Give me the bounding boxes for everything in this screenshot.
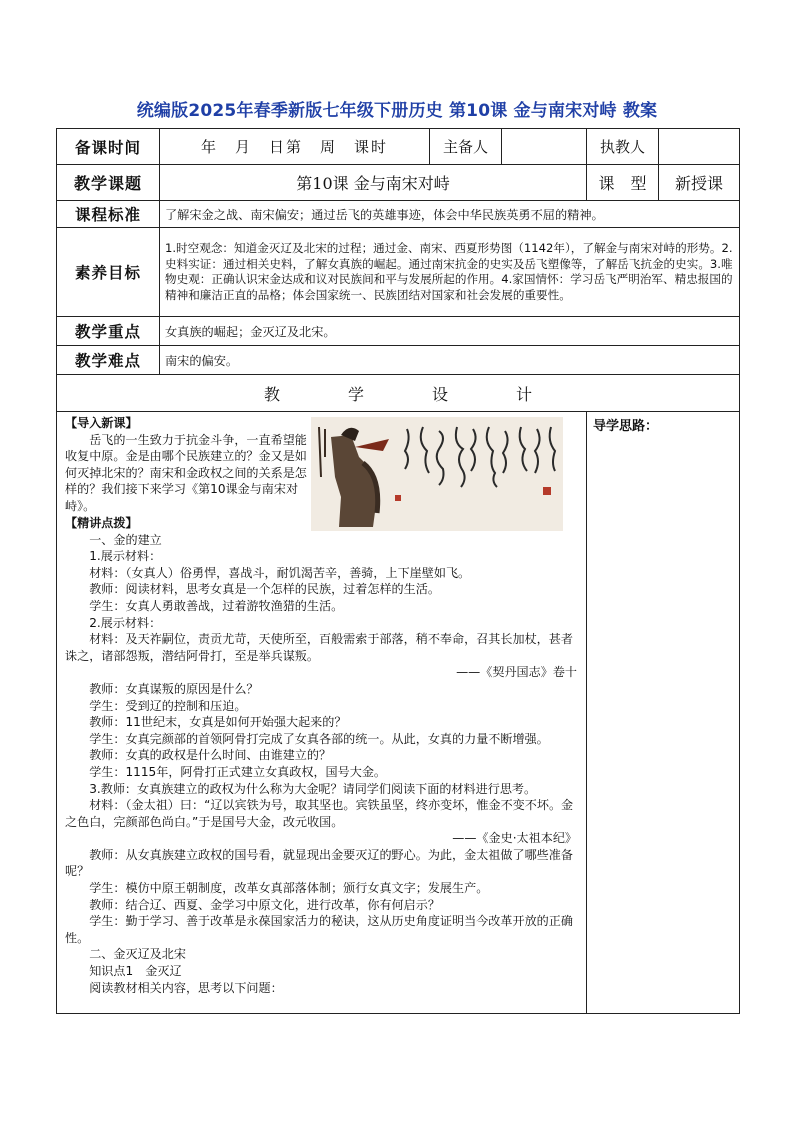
document-title: 统编版2025年春季新版七年级下册历史 第10课 金与南宋对峙 教案	[136, 101, 658, 121]
guide-column	[587, 412, 740, 1014]
material-2-text: 材料：及天祚嗣位，责贡尤苛，天使所至，百般需索于部落，稍不奉命，召其长加杖，甚者诛之，诸部怨叛，潜结阿骨打，至是举兵谋叛。	[65, 632, 573, 663]
difficulty-label: 教学难点	[57, 346, 160, 375]
literacy-label: 素养目标	[57, 228, 160, 317]
intro-heading: 【导入新课】	[65, 416, 138, 430]
row-teaching-content	[57, 412, 740, 1014]
reading-prompt: 阅读教材相关内容，思考以下问题：	[89, 980, 283, 995]
design-char: 计	[516, 384, 533, 404]
calligraphy-painting-image	[311, 417, 563, 531]
knowledge-point-1: 知识点1 金灭辽	[89, 964, 182, 979]
prep-time-label: 备课时间	[57, 129, 160, 165]
material-2-label: 2.展示材料：	[89, 615, 162, 630]
design-char: 设	[432, 384, 449, 404]
teacher-value[interactable]	[659, 129, 740, 165]
preparer-label: 主备人	[430, 129, 502, 165]
section-2-heading: 二、金灭辽及北宋	[89, 947, 186, 962]
topic-value: 第10课 金与南宋对峙	[160, 165, 587, 201]
preparer-value[interactable]	[502, 129, 587, 165]
teacher-line: 3.教师：女真族建立的政权为什么称为大金呢？请同学们阅读下面的材料进行思考。	[89, 781, 537, 796]
type-label: 课 型	[587, 165, 659, 201]
yue-fei-painting-icon	[311, 417, 563, 531]
topic-label: 教学课题	[57, 165, 160, 201]
student-line: 学生：受到辽的控制和压迫。	[89, 698, 247, 713]
points-heading: 【精讲点拨】	[65, 516, 138, 530]
row-topic	[57, 165, 740, 201]
student-line: 学生：女真人勇敢善战，过着游牧渔猎的生活。	[89, 598, 344, 613]
row-difficulty	[57, 346, 740, 375]
teaching-content	[57, 412, 587, 1014]
teacher-line: 教师：11世纪末，女真是如何开始强大起来的？	[89, 715, 347, 730]
material-3-source: ——《金史·太祖本纪》	[452, 831, 578, 846]
material-2-source: ——《契丹国志》卷十	[456, 665, 578, 680]
teacher-line: 教师：从女真族建立政权的国号看，就显现出金要灭辽的野心。为此，金太祖做了哪些准备呢？	[65, 847, 573, 879]
student-line: 学生：模仿中原王朝制度，改革女真部落体制；颁行女真文字；发展生产。	[89, 881, 489, 896]
material-3-text: 材料：（金太祖）曰：“辽以宾铁为号，取其坚也。宾铁虽坚，终亦变坏，惟金不变不坏。金之色白，完颜部色尚白。”于是国号大金，改元收国。	[65, 798, 574, 829]
teacher-line: 教师：结合辽、西夏、金学习中原文化，进行改革，你有何启示？	[89, 897, 440, 912]
prep-time-value: 年 月 日第 周 课时	[160, 129, 430, 165]
standards-label: 课程标准	[57, 201, 160, 228]
difficulty-text: 南宋的偏安。	[160, 346, 740, 375]
teacher-line: 教师：阅读材料，思考女真是一个怎样的民族，过着怎样的生活。	[89, 582, 440, 597]
section-1-heading: 一、金的建立	[89, 532, 162, 547]
lesson-plan-table	[56, 128, 740, 1014]
intro-section	[65, 415, 581, 515]
material-1-text: 材料：（女真人）俗勇悍，喜战斗，耐饥渴苦辛，善骑，上下崖壁如飞。	[89, 565, 471, 580]
row-standards	[57, 201, 740, 228]
design-header	[57, 375, 740, 412]
material-1-label: 1.展示材料：	[89, 549, 162, 564]
standards-text: 了解宋金之战、南宋偏安；通过岳飞的英雄事迹，体会中华民族英勇不屈的精神。	[160, 201, 740, 228]
row-design-header	[57, 375, 740, 412]
key-points-text: 女真族的崛起；金灭辽及北宋。	[160, 317, 740, 346]
student-line: 学生：勤于学习、善于改革是永葆国家活力的秘诀，这从历史角度证明当今改革开放的正确性。	[65, 914, 573, 945]
row-prep-time	[57, 129, 740, 165]
literacy-text: 1.时空观念：知道金灭辽及北宋的过程；通过金、南宋、西夏形势图（1142年），了解金与南宋对峙的形势。2.史料实证：通过相关史料，了解女真族的崛起。通过南宋抗金的史实及岳飞塑像等，了解岳飞抗金的史实。3.唯物史观：正确认识宋金达成和议对民族间和平与发展所起的作用。4.家国情怀：学习岳飞严明治军、精忠报国的精神和廉洁正直的品格；体会国家统一、民族团结对国家和社会发展的重要性。	[160, 228, 740, 317]
student-line: 学生：1115年，阿骨打正式建立女真政权，国号大金。	[89, 764, 387, 779]
key-points-label: 教学重点	[57, 317, 160, 346]
row-literacy	[57, 228, 740, 317]
teacher-label: 执教人	[587, 129, 659, 165]
teacher-line: 教师：女真的政权是什么时间、由谁建立的？	[89, 748, 332, 763]
design-char: 教	[263, 384, 280, 404]
row-key-points	[57, 317, 740, 346]
teacher-line: 教师：女真谋叛的原因是什么？	[89, 681, 259, 696]
intro-text: 岳飞的一生致力于抗金斗争，一直希望能收复中原。金是由哪个民族建立的？金又是如何灭掉北宋的？南宋和金政权之间的关系是怎样的？我们接下来学习《第10课金与南宋对峙》。	[65, 432, 307, 513]
design-char: 学	[347, 384, 364, 404]
guide-label: 导学思路：	[593, 419, 659, 434]
student-line: 学生：女真完颜部的首领阿骨打完成了女真各部的统一。从此，女真的力量不断增强。	[89, 731, 549, 746]
type-value: 新授课	[659, 165, 740, 201]
